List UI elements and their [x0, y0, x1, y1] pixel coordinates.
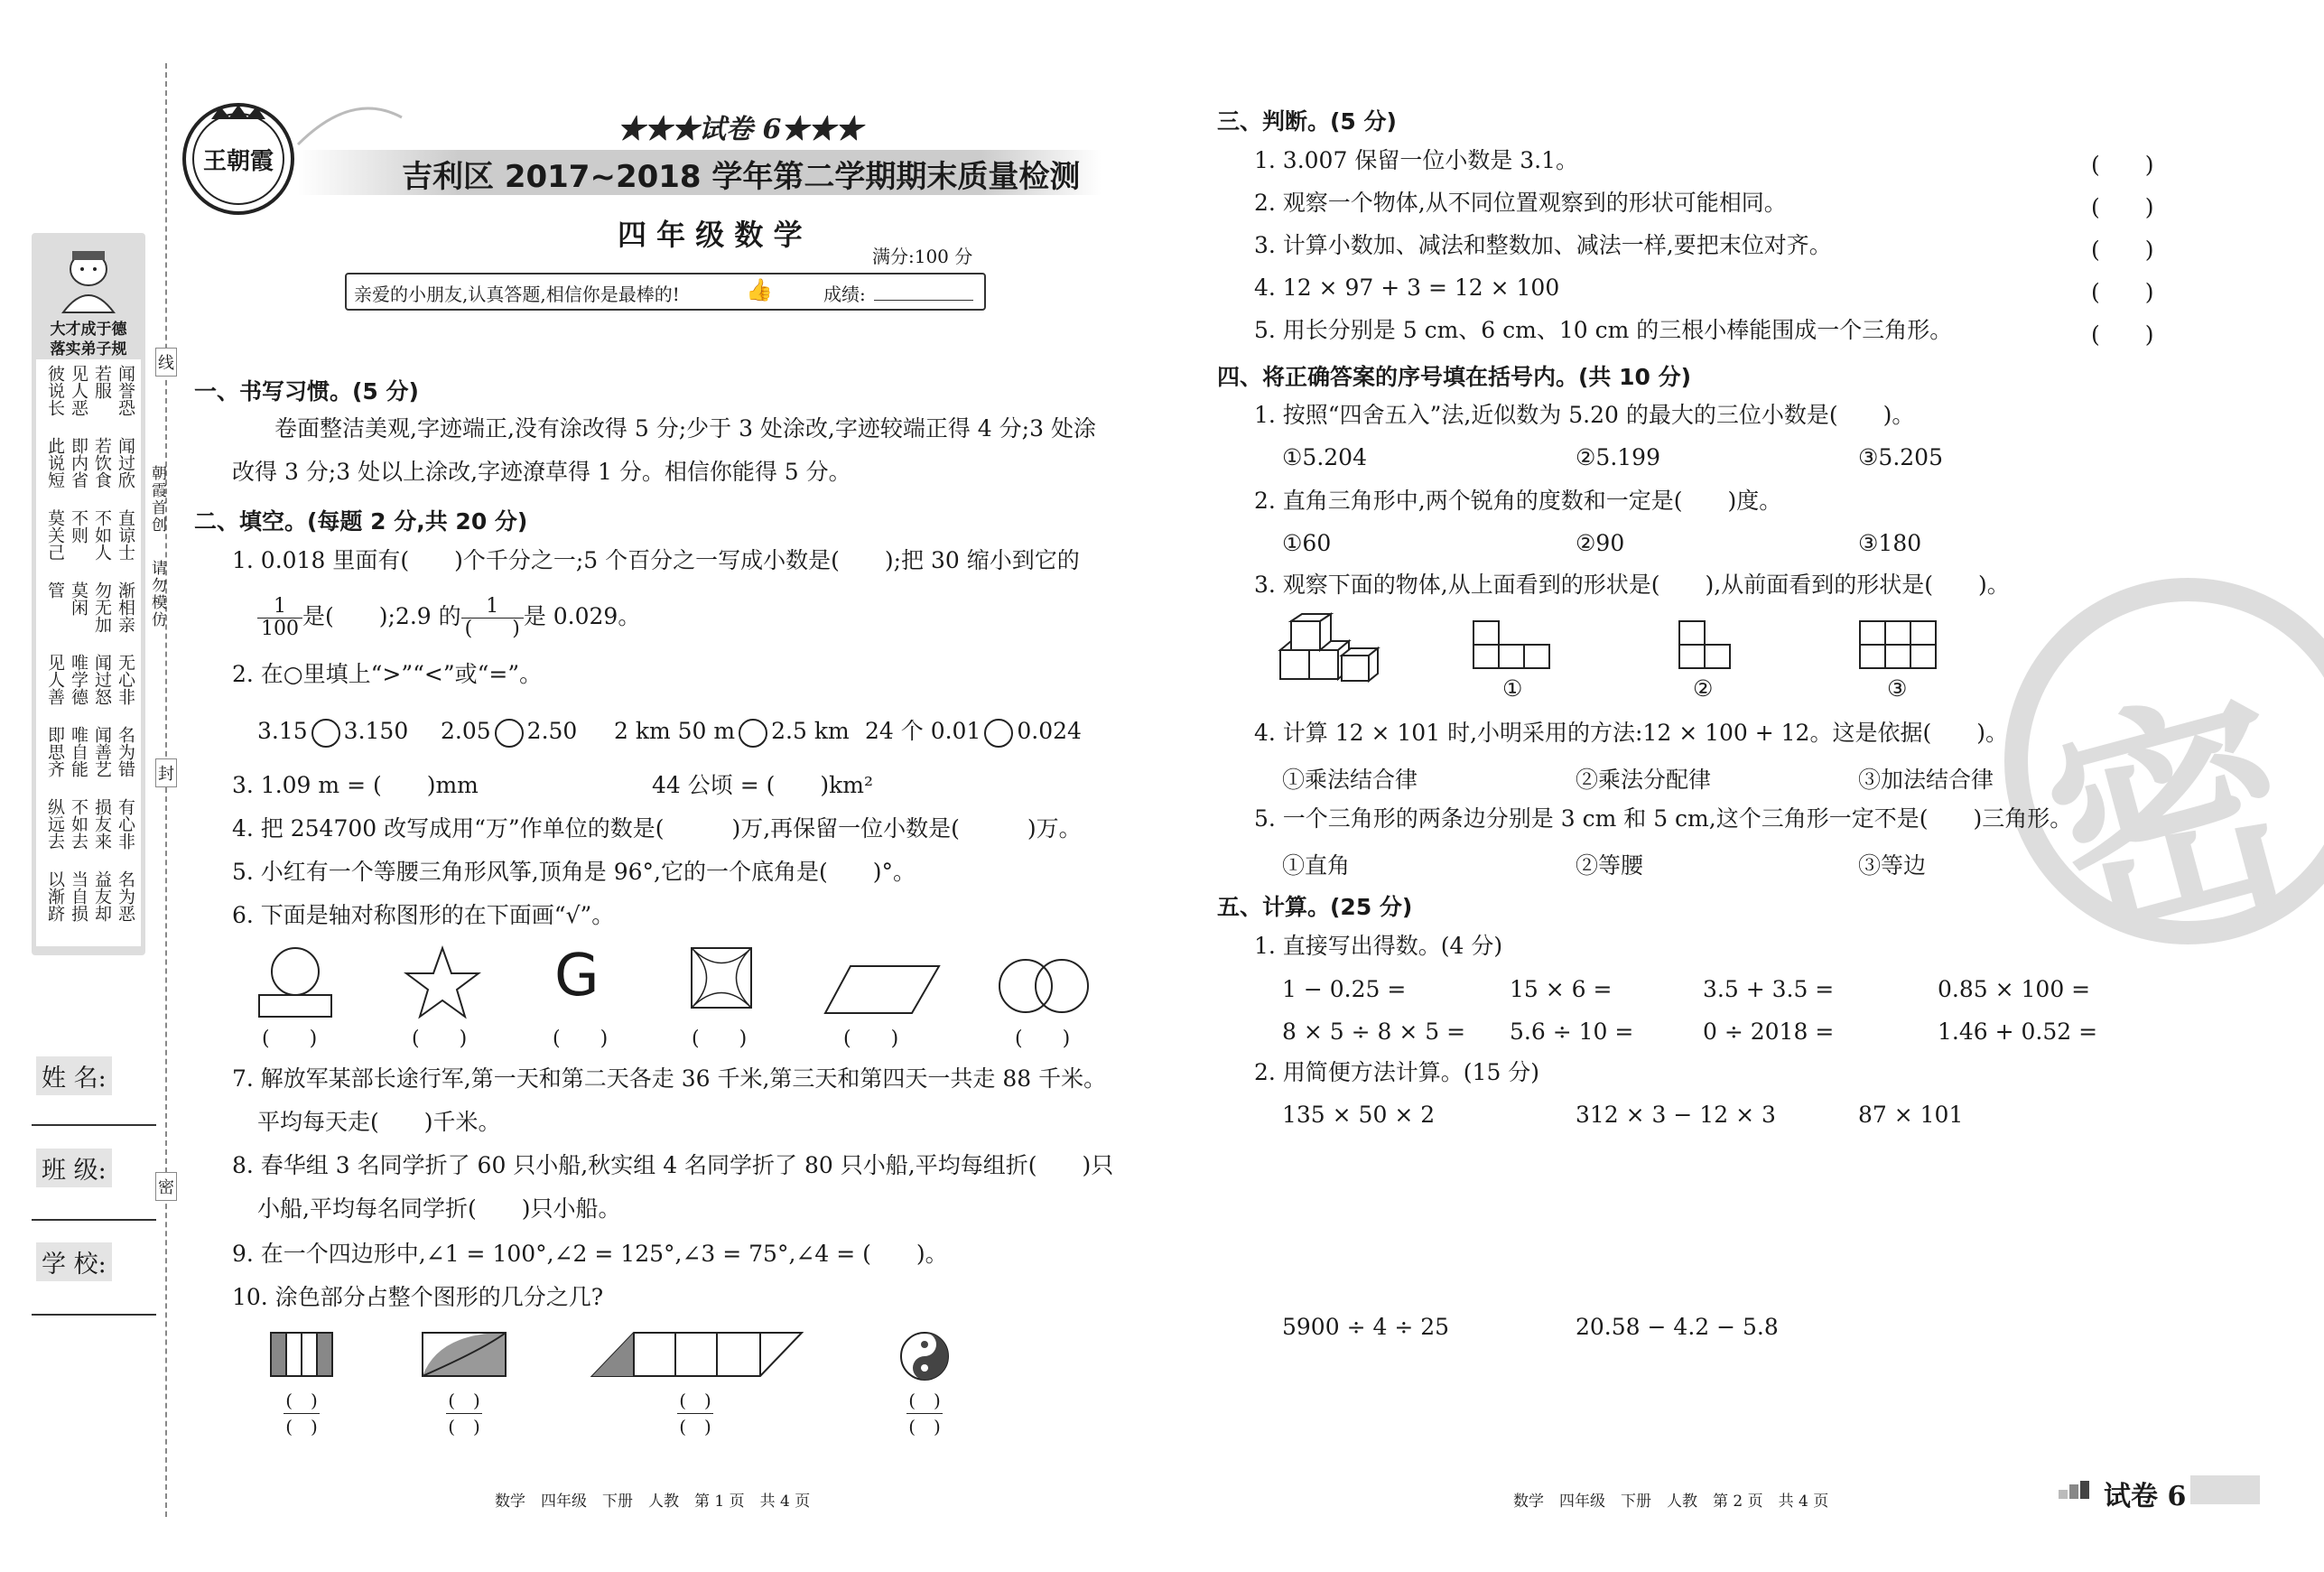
- q2-2-item-1: 3.15 3.150: [257, 718, 408, 748]
- couplet-column: 不如去: [69, 798, 88, 850]
- figure-circle-on-rect: [255, 946, 336, 1022]
- choice-q2-opt2[interactable]: ②90: [1576, 530, 1625, 556]
- couplet-column: 见人善: [45, 654, 65, 705]
- couplet-column: 闻过怒: [92, 654, 112, 705]
- choice-q2: 2. 直角三角形中,两个锐角的度数和一定是( )度。: [1254, 488, 1782, 514]
- couplet-column: 此说短: [45, 437, 65, 488]
- judge-answer-paren[interactable]: ( ): [2091, 237, 2154, 263]
- section3-title: 三、判断。(5 分): [1217, 108, 1397, 135]
- section1-line1: 卷面整洁美观,字迹端正,没有涂改得 5 分;少于 3 处涂改,字迹较端正得 4 分;3 处涂: [274, 415, 1096, 442]
- calc-r2-1: 8 × 5 ÷ 8 × 5 =: [1282, 1019, 1466, 1045]
- choice-q4-opt2[interactable]: ②乘法分配律: [1576, 767, 1712, 793]
- calc-r1-1: 1 − 0.25 =: [1282, 976, 1407, 1002]
- figure-two-circles: [997, 957, 1091, 1019]
- choice-q5: 5. 一个三角形的两条边分别是 3 cm 和 5 cm,这个三角形一定不是( )三角形。: [1254, 805, 2073, 832]
- calc-r2-4: 1.46 + 0.52 =: [1938, 1019, 2098, 1045]
- q2-6: 6. 下面是轴对称图形的在下面画“√”。: [232, 902, 615, 928]
- judge-answer-paren[interactable]: ( ): [2091, 194, 2154, 220]
- q2-10: 10. 涂色部分占整个图形的几分之几?: [232, 1284, 604, 1310]
- q2-3b: 44 公顷 = ( )km²: [652, 772, 873, 798]
- choice-q1: 1. 按照“四舍五入”法,近似数为 5.20 的最大的三位小数是( )。: [1254, 402, 1915, 428]
- judge-item-1: 1. 3.007 保留一位小数是 3.1。: [1254, 147, 1579, 173]
- compare-circle[interactable]: [495, 719, 524, 748]
- motto-line-1: 大才成于德: [50, 321, 127, 339]
- answer-paren[interactable]: ( ): [843, 1028, 899, 1050]
- q2-3a: 3. 1.09 m = ( )mm: [232, 772, 479, 798]
- couplet-column: 益友却: [92, 870, 112, 922]
- view-option-2: [1678, 619, 1732, 674]
- view-option-3: [1858, 619, 1938, 674]
- answer-paren[interactable]: ( ): [412, 1028, 468, 1050]
- section5-title: 五、计算。(25 分): [1217, 894, 1413, 920]
- couplet-column: 当自损: [69, 870, 88, 922]
- section4-title: 四、将正确答案的序号填在括号内。(共 10 分): [1217, 364, 1692, 390]
- fraction-answer[interactable]: ( ) ( ): [897, 1391, 952, 1437]
- couplet-column: 若服: [92, 365, 112, 399]
- name-label: 姓 名:: [36, 1056, 112, 1095]
- calc-r2-2: 5.6 ÷ 10 =: [1510, 1019, 1634, 1045]
- judge-item-5: 5. 用长分别是 5 cm、6 cm、10 cm 的三根小棒能围成一个三角形。: [1254, 317, 1953, 343]
- figure-letter-g: G: [554, 943, 600, 1009]
- fraction-1-blank: $\frac{1}{( )}$: [461, 596, 524, 640]
- couplet-column: 渐相亲: [116, 581, 135, 633]
- fraction-1-100: $\frac{1}{100}$: [257, 596, 302, 640]
- q2-7-line1: 7. 解放军某部长途行军,第一天和第二天各走 36 千米,第三天和第四天一共走 88 千米。: [232, 1065, 1107, 1092]
- figure-square-petals: [690, 946, 753, 1013]
- couplet-column: 闻善艺: [92, 726, 112, 777]
- fraction-answer[interactable]: ( ) ( ): [274, 1391, 329, 1437]
- yin-yang-icon: [899, 1331, 950, 1385]
- couplet-column: 唯自能: [69, 726, 88, 777]
- couplet-column: 以渐跻: [45, 870, 65, 922]
- choice-q1-opt1[interactable]: ①5.204: [1282, 444, 1367, 470]
- shade-figure-2: [421, 1331, 507, 1381]
- cube-stack-figure: [1278, 614, 1387, 686]
- choice-q4-opt1[interactable]: ①乘法结合律: [1282, 767, 1418, 793]
- couplet-column: 莫关己: [45, 509, 65, 561]
- couplet-column: 勿无加: [92, 581, 112, 633]
- shade-figure-3: [590, 1331, 804, 1381]
- couplet-column: 莫闲: [69, 581, 88, 616]
- section1-title: 一、书写习惯。(5 分): [194, 378, 419, 405]
- exam-title: 吉利区 2017~2018 学年第二学期期末质量检测: [402, 159, 1081, 195]
- judge-item-4: 4. 12 × 97 + 3 = 12 × 100: [1254, 274, 1560, 301]
- judge-answer-paren[interactable]: ( ): [2091, 279, 2154, 305]
- calc-sub1: 1. 直接写出得数。(4 分): [1254, 933, 1503, 959]
- couplet-column: 不如人: [92, 509, 112, 561]
- motto-line-2: 落实弟子规: [50, 340, 127, 358]
- calc-r4-2: 20.58 − 4.2 − 5.8: [1576, 1314, 1779, 1340]
- q2-9: 9. 在一个四边形中,∠1 = 100°,∠2 = 125°,∠3 = 75°,∠4 = ( )。: [232, 1241, 948, 1267]
- greeting-text: 亲爱的小朋友,认真答题,相信你是最棒的!: [354, 284, 680, 305]
- choice-q3: 3. 观察下面的物体,从上面看到的形状是( ),从前面看到的形状是( )。: [1254, 572, 2010, 598]
- view-option-1: [1472, 619, 1551, 674]
- school-label: 学 校:: [36, 1242, 112, 1281]
- choice-q4: 4. 计算 12 × 101 时,小明采用的方法:12 × 100 + 12。这是依据( )。: [1254, 720, 2008, 746]
- footer-right: 数学 四年级 下册 人教 第 2 页 共 4 页: [1513, 1493, 1829, 1511]
- couplet-column: 名为恶: [116, 870, 135, 922]
- couplet-column: 直谅士: [116, 509, 135, 561]
- school-line[interactable]: [32, 1314, 156, 1316]
- q2-2-item-3: 2 km 50 m 2.5 km: [614, 718, 850, 748]
- watermark-char: 密: [2023, 657, 2321, 982]
- judge-item-2: 2. 观察一个物体,从不同位置观察到的形状可能相同。: [1254, 190, 1787, 216]
- choice-q5-opt3[interactable]: ③等边: [1858, 852, 1927, 879]
- couplet-column: 见人恶: [69, 365, 88, 416]
- q2-4: 4. 把 254700 改写成用“万”作单位的数是( )万,再保留一位小数是( )万。: [232, 815, 1082, 842]
- class-line[interactable]: [32, 1219, 156, 1221]
- logo-text: 王朝霞: [202, 148, 274, 175]
- seal-seal-char: 封: [155, 758, 177, 787]
- corner-tag-deco: [2059, 1481, 2102, 1499]
- couplet-column: 即思齐: [45, 726, 65, 777]
- couplet-column: 唯学德: [69, 654, 88, 705]
- calc-r1-2: 15 × 6 =: [1510, 976, 1613, 1002]
- q2-1-line2: $\frac{1}{100}$ 是( );2.9 的 $\frac{1}{( )}$ 是 0.029。: [257, 596, 640, 640]
- answer-paren[interactable]: ( ): [553, 1028, 609, 1050]
- choice-q5-opt2[interactable]: ②等腰: [1576, 852, 1644, 879]
- answer-paren[interactable]: ( ): [692, 1028, 748, 1050]
- answer-paren[interactable]: ( ): [1015, 1028, 1071, 1050]
- full-score: 满分:100 分: [872, 246, 973, 267]
- thumbs-up-icon: 👍: [746, 277, 773, 302]
- calc-r3-1: 135 × 50 × 2: [1282, 1102, 1436, 1128]
- q2-8-line2: 小船,平均每名同学折( )只小船。: [257, 1195, 621, 1222]
- compare-circle[interactable]: [984, 719, 1013, 748]
- couplet-column: 不则: [69, 509, 88, 544]
- q2-2-item-2: 2.05 2.50: [441, 718, 577, 748]
- mascot-figure: [45, 242, 132, 314]
- seal-line-char: 线: [155, 348, 177, 377]
- judge-answer-paren[interactable]: ( ): [2091, 152, 2154, 178]
- subject-title: 四 年 级 数 学: [618, 218, 803, 252]
- calc-r3-2: 312 × 3 − 12 × 3: [1576, 1102, 1776, 1128]
- calc-r4-1: 5900 ÷ 4 ÷ 25: [1282, 1314, 1450, 1340]
- q2-1-line1: 1. 0.018 里面有( )个千分之一;5 个百分之一写成小数是( );把 30 缩小到它的: [232, 547, 1080, 573]
- couplet-column: 名为错: [116, 726, 135, 777]
- fraction-answer[interactable]: ( ) ( ): [668, 1391, 722, 1437]
- name-line[interactable]: [32, 1124, 156, 1126]
- couplet-column: 即内省: [69, 437, 88, 488]
- choice-q1-opt2[interactable]: ②5.199: [1576, 444, 1660, 470]
- q2-8-line1: 8. 春华组 3 名同学折了 60 只小船,秋实组 4 名同学折了 80 只小船,平均每组折( )只: [232, 1152, 1114, 1178]
- class-label: 班 级:: [36, 1149, 112, 1187]
- view-label-2[interactable]: ②: [1693, 675, 1714, 702]
- compare-circle[interactable]: [311, 719, 340, 748]
- couplet-column: 有心非: [116, 798, 135, 850]
- q2-2: 2. 在○里填上“>”“<”或“=”。: [232, 661, 543, 687]
- choice-q4-opt3[interactable]: ③加法结合律: [1858, 767, 1994, 793]
- couplet-column: 纵远去: [45, 798, 65, 850]
- section1-line2: 改得 3 分;3 处以上涂改,字迹潦草得 1 分。相信你能得 5 分。: [232, 459, 851, 485]
- judge-answer-paren[interactable]: ( ): [2091, 321, 2154, 348]
- fraction-answer[interactable]: ( ) ( ): [437, 1391, 491, 1437]
- couplet-column: 无心非: [116, 654, 135, 705]
- judge-item-3: 3. 计算小数加、减法和整数加、减法一样,要把末位对齐。: [1254, 232, 1832, 258]
- choice-q1-opt3[interactable]: ③5.205: [1858, 444, 1943, 470]
- view-label-3[interactable]: ③: [1887, 675, 1908, 702]
- shade-figure-1: [269, 1331, 334, 1381]
- calc-r1-3: 3.5 + 3.5 =: [1703, 976, 1835, 1002]
- choice-q2-opt3[interactable]: ③180: [1858, 530, 1922, 556]
- seal-secret-char: 密: [155, 1172, 177, 1201]
- calc-sub2: 2. 用简便方法计算。(15 分): [1254, 1059, 1540, 1085]
- couplet-column: 若饮食: [92, 437, 112, 488]
- q2-5: 5. 小红有一个等腰三角形风筝,顶角是 96°,它的一个底角是( )°。: [232, 859, 916, 885]
- choice-q5-opt1[interactable]: ①直角: [1282, 852, 1351, 879]
- calc-r1-4: 0.85 × 100 =: [1938, 976, 2091, 1002]
- couplet-column: 闻誉恐: [116, 365, 135, 416]
- couplet-column: 闻过欣: [116, 437, 135, 488]
- ribbon-decoration: [298, 99, 406, 153]
- q2-2-item-4: 24 个 0.01 0.024: [865, 718, 1082, 748]
- corner-tag: 试卷 6: [2104, 1481, 2187, 1512]
- couplet-column: 管: [45, 581, 65, 599]
- view-label-1[interactable]: ①: [1502, 675, 1523, 702]
- paper-tag: ★★★试卷 6★★★: [618, 114, 863, 145]
- corner-tag-bar: [2190, 1475, 2260, 1504]
- couplet-column: 损友来: [92, 798, 112, 850]
- score-label: 成绩:: [823, 284, 866, 305]
- couplet-full-lines: 闻: [38, 365, 39, 366]
- score-line[interactable]: [874, 300, 973, 301]
- choice-q2-opt1[interactable]: ①60: [1282, 530, 1332, 556]
- side-note-1: 朝霞首创: [148, 465, 166, 534]
- calc-r2-3: 0 ÷ 2018 =: [1703, 1019, 1835, 1045]
- figure-parallelogram: [823, 964, 941, 1019]
- calc-r3-3: 87 × 101: [1858, 1102, 1964, 1128]
- couplet-column: 彼说长: [45, 365, 65, 416]
- figure-star: [404, 946, 480, 1022]
- answer-paren[interactable]: ( ): [262, 1028, 318, 1050]
- section2-title: 二、填空。(每题 2 分,共 20 分): [194, 508, 528, 535]
- footer-left: 数学 四年级 下册 人教 第 1 页 共 4 页: [495, 1493, 811, 1511]
- side-note-2: 请勿模仿: [148, 560, 166, 628]
- binding-dashed-line: [165, 63, 167, 1517]
- q2-7-line2: 平均每天走( )千米。: [257, 1109, 501, 1135]
- compare-circle[interactable]: [739, 719, 767, 748]
- couplet-grid: [38, 365, 139, 943]
